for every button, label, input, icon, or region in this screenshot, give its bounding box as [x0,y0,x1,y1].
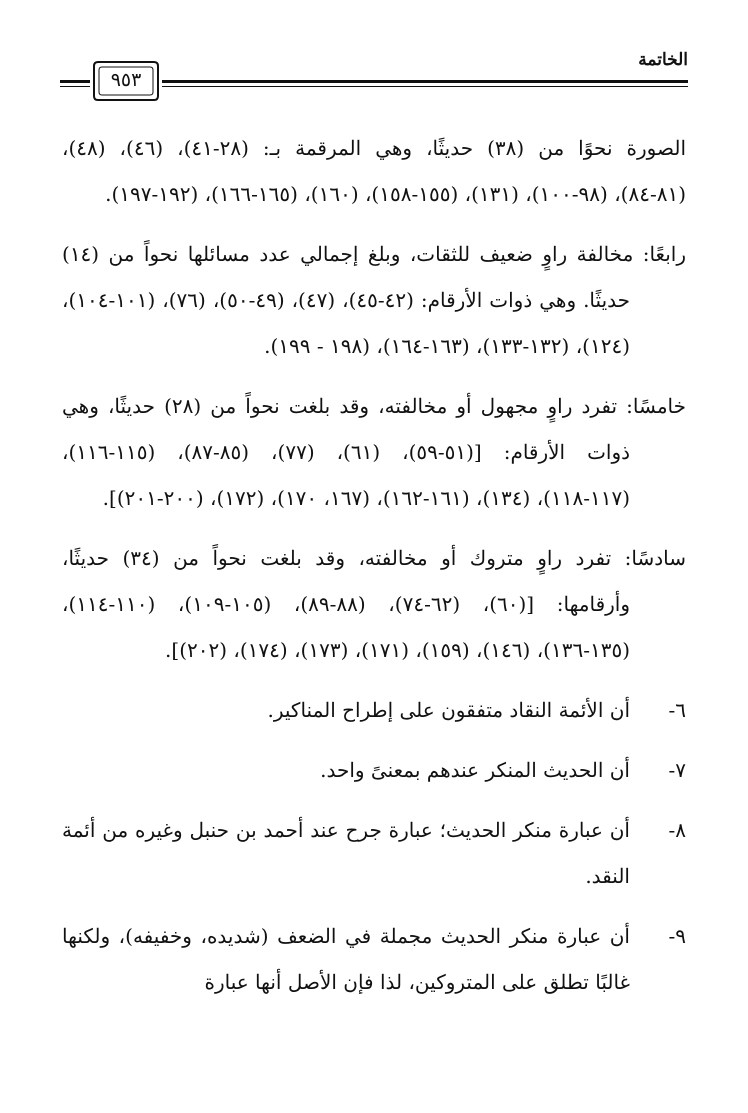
item-number: ٦- [668,698,686,722]
paragraph-fifth: خامسًا: تفرد راوٍ مجهول أو مخالفته، وقد بلغت نحواً من (٢٨) حديثًا، وهي ذوات الأرقام: [(٥١-٥٩)، (٦١)، (٧٧)، (٨٥-٨٧)، (١١٥-١١٦)، (١١٧-١١٨)، (١٣٤)، (١٦١-١٦٢)، (١٦٧، ١٧٠)، (١٧٢)، (٢٠٠-٢٠١)]. [62,394,687,510]
paragraph-fourth: رابعًا: مخالفة راوٍ ضعيف للثقات، وبلغ إجمالي عدد مسائلها نحواً من (١٤) حديثًا. وهي ذوات الأرقام: (٤٢-٤٥)، (٤٧)، (٤٩-٥٠)، (٧٦)، (١٠١-١٠٤)، (١٢٤)، (١٣٢-١٣٣)، (١٦٣-١٦٤)، (١٩٨ - ١٩٩). [62,242,686,358]
page-body [62,125,686,1019]
item-text: أن عبارة منكر الحديث؛ عبارة جرح عند أحمد بن حنبل وغيره من أئمة النقد. [62,818,630,888]
numbered-item [62,747,686,793]
page-header [60,40,688,110]
item-number: ٨- [668,818,686,842]
chapter-title: الخاتمة [638,50,688,70]
paragraph-sixth: سادسًا: تفرد راوٍ متروك أو مخالفته، وقد بلغت نحواً من (٣٤) حديثًا، وأرقامها: [(٦٠)، (٦٢-٧٤)، (٨٨-٨٩)، (١٠٥-١٠٩)، (١١٠-١١٤)، (١٣٥-١٣٦)، (١٤٦)، (١٥٩)، (١٧١)، (١٧٣)، (١٧٤)، (٢٠٢)]. [62,546,687,662]
item-text: أن الأئمة النقاد متفقون على إطراح المناكير. [267,698,630,722]
item-text: أن عبارة منكر الحديث مجملة في الضعف (شديده، وخفيفه)، ولكنها غالبًا تطلق على المتروكين، لذا فإن الأصل أنها عبارة [62,924,630,994]
item-number: ٩- [668,924,686,948]
page-number-frame [90,58,162,104]
page-number: ٩٥٣ [110,69,142,91]
paragraph-continuation: الصورة نحوًا من (٣٨) حديثًا، وهي المرقمة بـ: (٢٨-٤١)، (٤٦)، (٤٨)، (٨١-٨٤)، (٩٨-١٠٠)، (١٣١)، (١٥٥-١٥٨)، (١٦٠)، (١٦٥-١٦٦)، (١٩٢-١٩٧). [62,136,687,206]
numbered-item [62,687,686,733]
item-number: ٧- [668,758,686,782]
item-text: أن الحديث المنكر عندهم بمعنىً واحد. [320,758,630,782]
numbered-item [62,807,686,899]
numbered-item [62,913,686,1005]
